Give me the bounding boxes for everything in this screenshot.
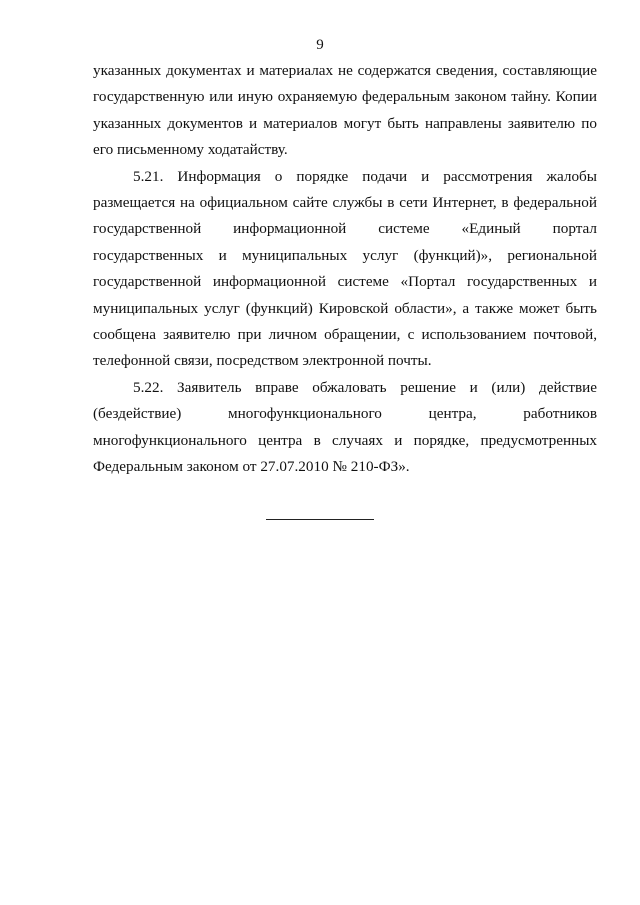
document-body	[93, 58, 597, 481]
paragraph-5-22: 5.22. Заявитель вправе обжаловать решение и (или) действие (бездействие) многофункционального центра, работников многофункционального центра в случаях и порядке, предусмотренных Федеральным законом от 27.07.2010 № 210-ФЗ».	[93, 378, 597, 476]
paragraph-5-21: 5.21. Информация о порядке подачи и рассмотрения жалобы размещается на официальном сайте службы в сети Интернет, в федеральной государственной информационной системе «Единый портал государственных и муниципальных услуг (функций)», региональной государственной информационной системе «Портал государственных и муниципальных услуг (функций) Кировской области», а также может быть сообщена заявителю при личном обращении, с использованием почтовой, телефонной связи, посредством электронной почты.	[93, 167, 597, 370]
page-number: 9	[316, 37, 324, 53]
end-divider	[266, 519, 374, 520]
paragraph-continuation: указанных документах и материалах не содержатся сведения, составляющие государственную или иную охраняемую федеральным законом тайну. Копии указанных документов и материалов могут быть направлены заявителю по его письменному ходатайству.	[93, 62, 597, 159]
